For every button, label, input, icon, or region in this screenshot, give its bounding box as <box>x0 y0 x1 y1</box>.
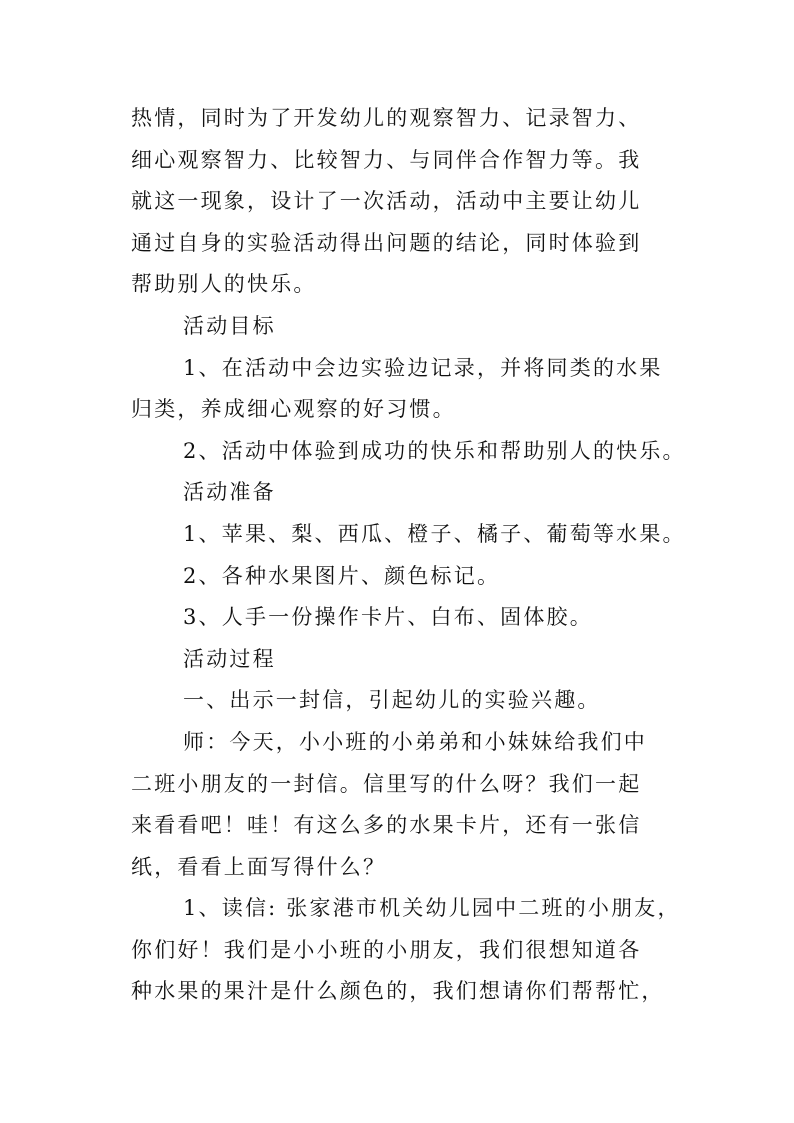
list-item: 1、在活动中会边实验边记录，并将同类的水果 <box>183 355 663 380</box>
paragraph-line: 1、读信: 张家港市机关幼儿园中二班的小朋友， <box>183 896 681 921</box>
list-item: 2、各种水果图片、颜色标记。 <box>183 563 501 588</box>
paragraph-line: 帮助别人的快乐。 <box>131 272 317 297</box>
section-heading: 活动准备 <box>183 480 276 505</box>
document-body <box>131 98 686 1013</box>
paragraph-line: 二班小朋友的一封信。信里写的什么呀？我们一起 <box>131 771 642 796</box>
list-item: 3、人手一份操作卡片、白布、固体胶。 <box>183 605 593 630</box>
paragraph-line: 你们好！我们是小小班的小朋友，我们很想知道各 <box>131 937 642 962</box>
paragraph-line: 就这一现象，设计了一次活动，活动中主要让幼儿 <box>131 189 642 214</box>
paragraph-line: 来看看吧！哇！有这么多的水果卡片，还有一张信 <box>131 813 642 838</box>
section-heading: 活动过程 <box>183 646 276 671</box>
subsection-heading: 一、出示一封信，引起幼儿的实验兴趣。 <box>183 688 601 713</box>
paragraph-line: 种水果的果汁是什么颜色的，我们想请你们帮帮忙， <box>131 979 665 1004</box>
list-item-continuation: 归类，养成细心观察的好习惯。 <box>131 397 456 422</box>
paragraph-line: 师：今天，小小班的小弟弟和小妹妹给我们中 <box>183 729 647 754</box>
list-item: 1、苹果、梨、西瓜、橙子、橘子、葡萄等水果。 <box>183 521 686 546</box>
list-item: 2、活动中体验到成功的快乐和帮助别人的快乐。 <box>183 438 686 463</box>
paragraph-line: 细心观察智力、比较智力、与同伴合作智力等。我 <box>131 147 642 172</box>
section-heading: 活动目标 <box>183 313 276 338</box>
paragraph-line: 纸，看看上面写得什么？ <box>131 854 387 879</box>
paragraph-line: 通过自身的实验活动得出问题的结论，同时体验到 <box>131 230 642 255</box>
paragraph-line: 热情，同时为了开发幼儿的观察智力、记录智力、 <box>131 106 642 130</box>
